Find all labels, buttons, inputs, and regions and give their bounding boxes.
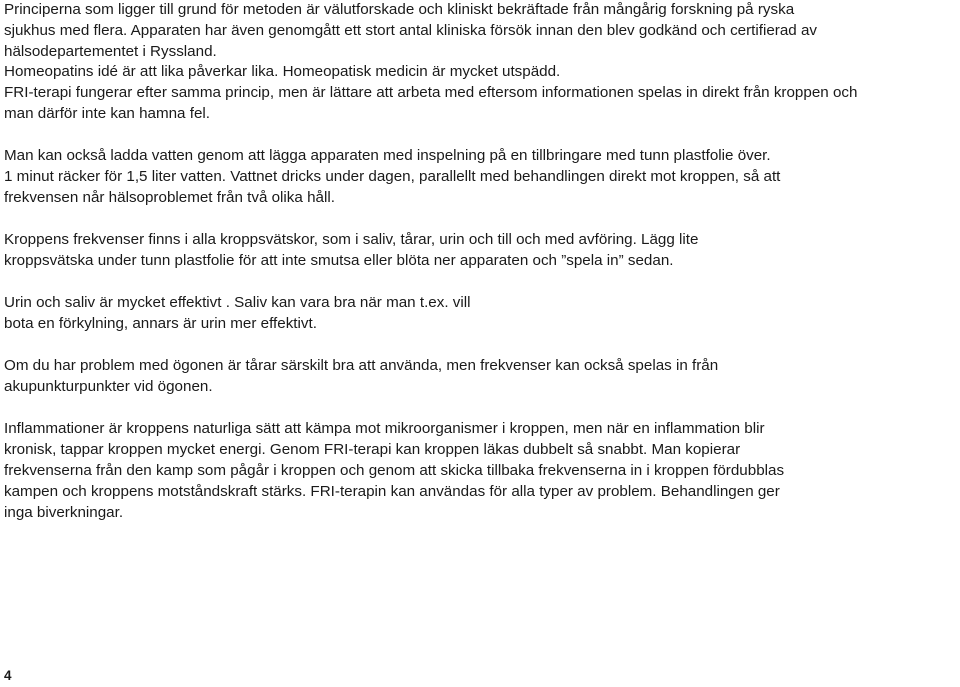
paragraph-5	[4, 356, 960, 398]
text-line: Inflammationer är kroppens naturliga sätt att kämpa mot mikroorganismer i kroppen, men när en inflammation blir	[4, 420, 765, 438]
text-line: Urin och saliv är mycket effektivt . Saliv kan vara bra när man t.ex. vill	[4, 294, 471, 312]
text-line: kronisk, tappar kroppen mycket energi. Genom FRI-terapi kan kroppen läkas dubbelt så snabbt. Man kopierar	[4, 441, 741, 459]
text-line: Kroppens frekvenser finns i alla kroppsvätskor, som i saliv, tårar, urin och till och med avföring. Lägg lite	[4, 231, 699, 249]
page-number: 4	[4, 668, 12, 683]
paragraph-1	[4, 0, 960, 125]
text-line: frekvenserna från den kamp som pågår i kroppen och genom att skicka tillbaka frekvenserna in i kroppen fördubblas	[4, 462, 785, 480]
text-line: frekvensen når hälsoproblemet från två olika håll.	[4, 188, 335, 206]
text-line: sjukhus med flera. Apparaten har även genomgått ett stort antal kliniska försök innan den blev godkänd och certifierad av	[4, 21, 818, 39]
text-line: 1 minut räcker för 1,5 liter vatten. Vattnet dricks under dagen, parallellt med behandlingen direkt mot kroppen, så att	[4, 168, 781, 186]
paragraph-2	[4, 146, 960, 208]
text-line: Om du har problem med ögonen är tårar särskilt bra att använda, men frekvenser kan också spelas in från	[4, 357, 719, 375]
text-line: FRI-terapi fungerar efter samma princip, men är lättare att arbeta med eftersom informationen spelas in direkt från kroppen och	[4, 84, 858, 102]
text-line: Homeopatins idé är att lika påverkar lika. Homeopatisk medicin är mycket utspädd.	[4, 63, 561, 81]
text-line: akupunkturpunkter vid ögonen.	[4, 378, 213, 396]
text-line: inga biverkningar.	[4, 503, 124, 521]
paragraph-3	[4, 230, 960, 272]
text-line: Man kan också ladda vatten genom att lägga apparaten med inspelning på en tillbringare med tunn plastfolie över.	[4, 147, 771, 165]
text-line: hälsodepartementet i Ryssland.	[4, 42, 217, 60]
paragraph-4	[4, 293, 960, 335]
paragraph-6	[4, 419, 960, 523]
text-line: kampen och kroppens motståndskraft stärks. FRI-terapin kan användas för alla typer av problem. Behandlingen ger	[4, 482, 780, 500]
text-line: bota en förkylning, annars är urin mer effektivt.	[4, 315, 317, 333]
text-line: kroppsvätska under tunn plastfolie för att inte smutsa eller blöta ner apparaten och ”spela in” sedan.	[4, 251, 674, 269]
document-page	[4, 0, 960, 523]
text-line: Principerna som ligger till grund för metoden är välutforskade och kliniskt bekräftade från mångårig forskning på ryska	[4, 1, 795, 18]
text-line: man därför inte kan hamna fel.	[4, 104, 210, 122]
